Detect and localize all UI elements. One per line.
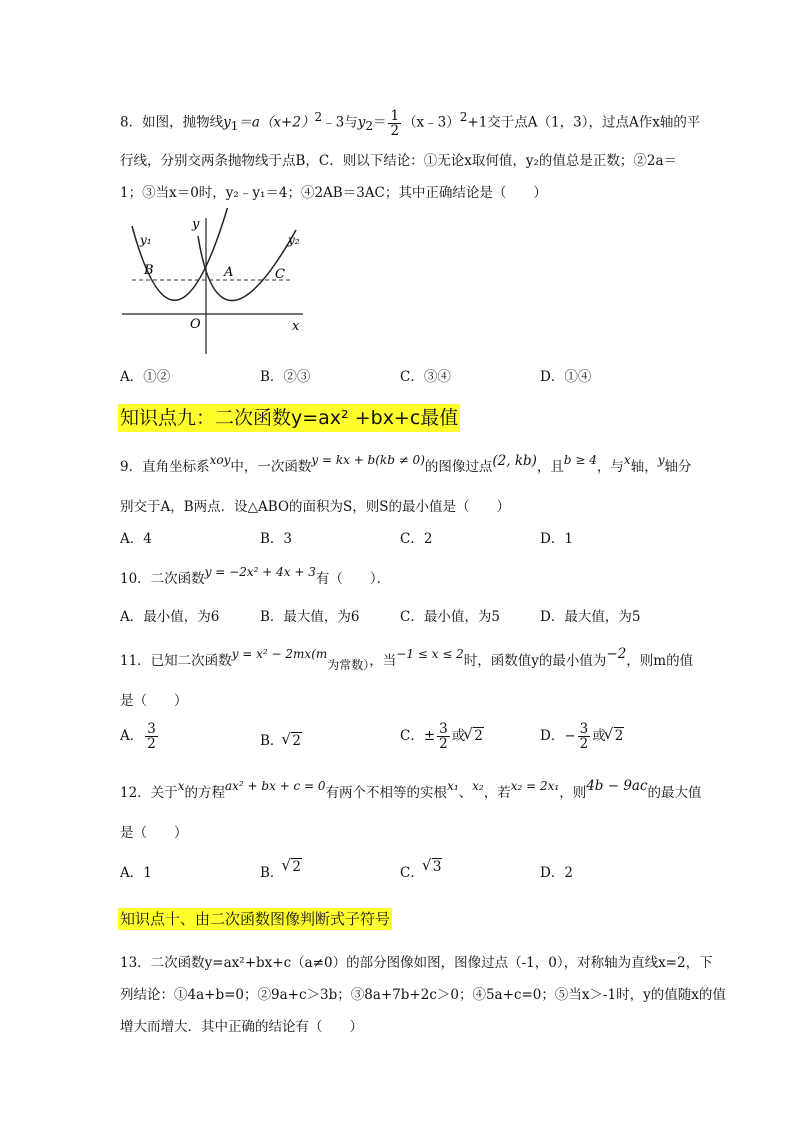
q11-optD-label: D．− <box>540 728 576 744</box>
q8-sup1: 2 <box>314 110 323 124</box>
q11-line2: 是（ ） <box>120 693 188 709</box>
q8-y2: y <box>357 114 366 131</box>
q8-option-d: D．①④ <box>540 369 592 385</box>
q8-label-y2: y₂ <box>288 233 300 247</box>
q12-option-c <box>400 858 442 881</box>
q11-optB-rad: 2 <box>292 733 302 749</box>
q9-text-f: 轴， <box>630 459 658 475</box>
q11-line1 <box>120 646 694 672</box>
q9-option-d: D．1 <box>540 531 573 547</box>
q10-option-b: B．最大值，为6 <box>260 609 360 625</box>
q11-range: −1 ≤ x ≤ 2 <box>396 647 464 661</box>
q11-option-a <box>120 722 160 751</box>
q11-optD-num: 3 <box>579 721 589 737</box>
q12-option-a: A．1 <box>120 865 152 881</box>
q8-option-b: B．②③ <box>260 369 311 385</box>
q10-option-a: A．最小值，为6 <box>120 609 220 625</box>
q12-option-b <box>260 858 302 881</box>
q12-text-e: ，则 <box>559 785 587 801</box>
q11-text-b: 为常数） <box>327 658 370 672</box>
q8-y2-sub: 2 <box>365 119 373 134</box>
q8-frac-den: 2 <box>390 122 400 139</box>
q12-x2: x₂ <box>472 779 484 793</box>
q11-optC-den: 2 <box>439 736 448 752</box>
q8-eq1: ＝a（x+2） <box>238 114 315 131</box>
q8-sup2: 2 <box>459 110 468 124</box>
q13-line1: 13．二次函数y=ax²+bx+c（a≠0）的部分图像如图，图像过点（-1，0），对称轴为直线x=2，下 <box>120 955 713 971</box>
q8-frac-num: 1 <box>390 107 400 124</box>
q10-option-d: D．最大值，为5 <box>540 609 641 625</box>
q12-eq: ax² + bx + c = 0 <box>224 779 326 793</box>
q11-optD-rad: 2 <box>614 728 624 744</box>
q8-option-a: A．①② <box>120 369 171 385</box>
q12-optB-label: B． <box>260 865 284 881</box>
q12-text-f: 的最大值 <box>647 785 702 801</box>
q12-text-b: 的方程 <box>184 785 225 801</box>
q12-optB-rad: 2 <box>292 859 302 875</box>
q11-optD-frac <box>578 722 591 751</box>
q12-expr: 4b − 9ac <box>586 778 648 794</box>
q9-text-b: 中，一次函数 <box>230 459 312 475</box>
q11-optC-num: 3 <box>439 721 448 737</box>
q11-optC-label: C．± <box>400 728 436 744</box>
q8-parabola-y1 <box>132 208 228 300</box>
q12-optB-sqrt <box>283 858 302 876</box>
q13-line3: 增大而增大．其中正确的结论有（ ） <box>120 1019 363 1035</box>
q8-label-O: O <box>190 317 201 332</box>
q8-label-A: A <box>224 265 234 280</box>
q11-optD-den: 2 <box>579 736 589 752</box>
q8-eq1-tail: ﹣3与 <box>322 114 358 131</box>
q9-xoy: xoy <box>209 453 231 467</box>
q12-x: x <box>177 779 185 793</box>
q8-label-y1: y₁ <box>140 233 152 247</box>
q11-optA-num: 3 <box>147 721 156 737</box>
q12-option-d: D．2 <box>540 865 573 881</box>
q8-line1 <box>120 108 700 138</box>
q10-option-c: C．最小值，为5 <box>400 609 500 625</box>
q10-text-a: 10．二次函数 <box>120 571 205 587</box>
q8-label-x: x <box>292 319 300 334</box>
q11-option-b <box>260 732 302 750</box>
q11-option-c <box>400 722 484 751</box>
q11-optC-frac <box>437 722 450 751</box>
q11-text-a: 11．已知二次函数 <box>120 653 232 669</box>
q12-optC-sqrt <box>424 858 443 876</box>
q8-option-c: C．③④ <box>400 369 451 385</box>
q8-label-C: C <box>275 267 285 282</box>
q13-line2: 列结论：①4a+b=0；②9a+c＞3b；③8a+7b+2c＞0；④5a+c=0；⑤当x＞-1时，y的值随x的值 <box>120 987 726 1003</box>
q12-rel: x₂ = 2x₁ <box>510 779 560 793</box>
q12-text-d: ，若 <box>483 785 511 801</box>
q11-text-d: 时，函数值y的最小值为 <box>463 653 607 669</box>
q11-optC-or: 或 <box>451 728 466 744</box>
q9-cond: b ≥ 4 <box>563 453 597 467</box>
q8-line3: 1；③当x＝0时，y₂﹣y₁＝4；④2AB＝3AC；其中正确结论是（ ） <box>120 185 547 201</box>
q8-line2: 行线，分别交两条抛物线于点B，C．则以下结论：①无论x取何值，y₂的值总是正数；②2a＝ <box>120 153 678 169</box>
q11-optB-label: B． <box>260 733 284 749</box>
section-heading-10: 知识点十、由二次函数图像判断式子符号 <box>120 910 391 928</box>
q12-optC-label: C． <box>400 865 424 881</box>
q11-func: y = x² − 2mx(m <box>231 647 328 661</box>
q11-optA-label: A． <box>120 728 144 744</box>
q8-text-a: 8．如图，抛物线 <box>120 114 224 131</box>
q8-eq2-end: +1交于点A（1，3），过点A作x轴的平 <box>467 114 701 131</box>
q9-option-b: B．3 <box>260 531 293 547</box>
q10-func: y = −2x² + 4x + 3 <box>204 565 316 579</box>
q11-optD-or: 或 <box>592 728 606 744</box>
q8-label-y: y <box>192 217 200 232</box>
q9-text-e: ，与 <box>596 459 624 475</box>
q9-y: y <box>657 453 665 467</box>
q11-optA-den: 2 <box>147 736 156 752</box>
q8-parabola-y2 <box>198 230 296 301</box>
q10-line1 <box>120 565 391 588</box>
q10-text-b: 有（ ）． <box>315 571 391 587</box>
q9-text-a: 9．直角坐标系 <box>120 459 210 475</box>
q8-graph <box>118 208 308 358</box>
q9-text-g: 轴分 <box>664 459 692 475</box>
q12-text-c: 有两个不相等的实根 <box>325 785 448 801</box>
q8-label-B: B <box>144 263 154 278</box>
q9-line1 <box>120 453 692 476</box>
q12-sep: 、 <box>458 785 473 801</box>
q11-minval: −2 <box>606 646 627 662</box>
q11-optB-sqrt <box>283 732 302 750</box>
q9-text-c: 的图像过点 <box>424 459 493 475</box>
q12-text-a: 12．关于 <box>120 785 178 801</box>
q8-y1-sub: 1 <box>230 119 239 134</box>
q9-x: x <box>623 453 631 467</box>
q9-point: (2, kb) <box>492 453 537 469</box>
q9-option-a: A．4 <box>120 531 152 547</box>
q12-line2: 是（ ） <box>120 825 188 841</box>
q11-optD-sqrt <box>606 727 625 745</box>
q9-func: y = kx + b(kb ≠ 0) <box>311 453 425 467</box>
q12-line1 <box>120 778 702 802</box>
q8-eq2: ＝ <box>372 114 387 131</box>
q8-fraction <box>388 109 401 138</box>
section-heading-9: 知识点九：二次函数y=ax² +bx+c最值 <box>118 404 460 432</box>
q11-text-e: ，则m的值 <box>626 653 694 669</box>
q8-y1: y <box>223 114 231 131</box>
q11-text-c: ，当 <box>369 653 397 669</box>
q9-option-c: C．2 <box>400 531 433 547</box>
q11-optC-rad: 2 <box>474 728 483 744</box>
q9-line2: 别交于A，B两点．设△ABO的面积为S，则S的最小值是（ ） <box>120 499 511 515</box>
q11-optA-frac <box>145 722 158 751</box>
q8-eq2-tail: （x﹣3） <box>403 114 460 131</box>
q11-option-d <box>540 722 624 751</box>
q12-optC-rad: 3 <box>432 859 442 875</box>
q9-text-d: ，且 <box>536 459 564 475</box>
q12-x1: x₁ <box>447 779 459 793</box>
q11-optC-sqrt <box>465 727 484 745</box>
